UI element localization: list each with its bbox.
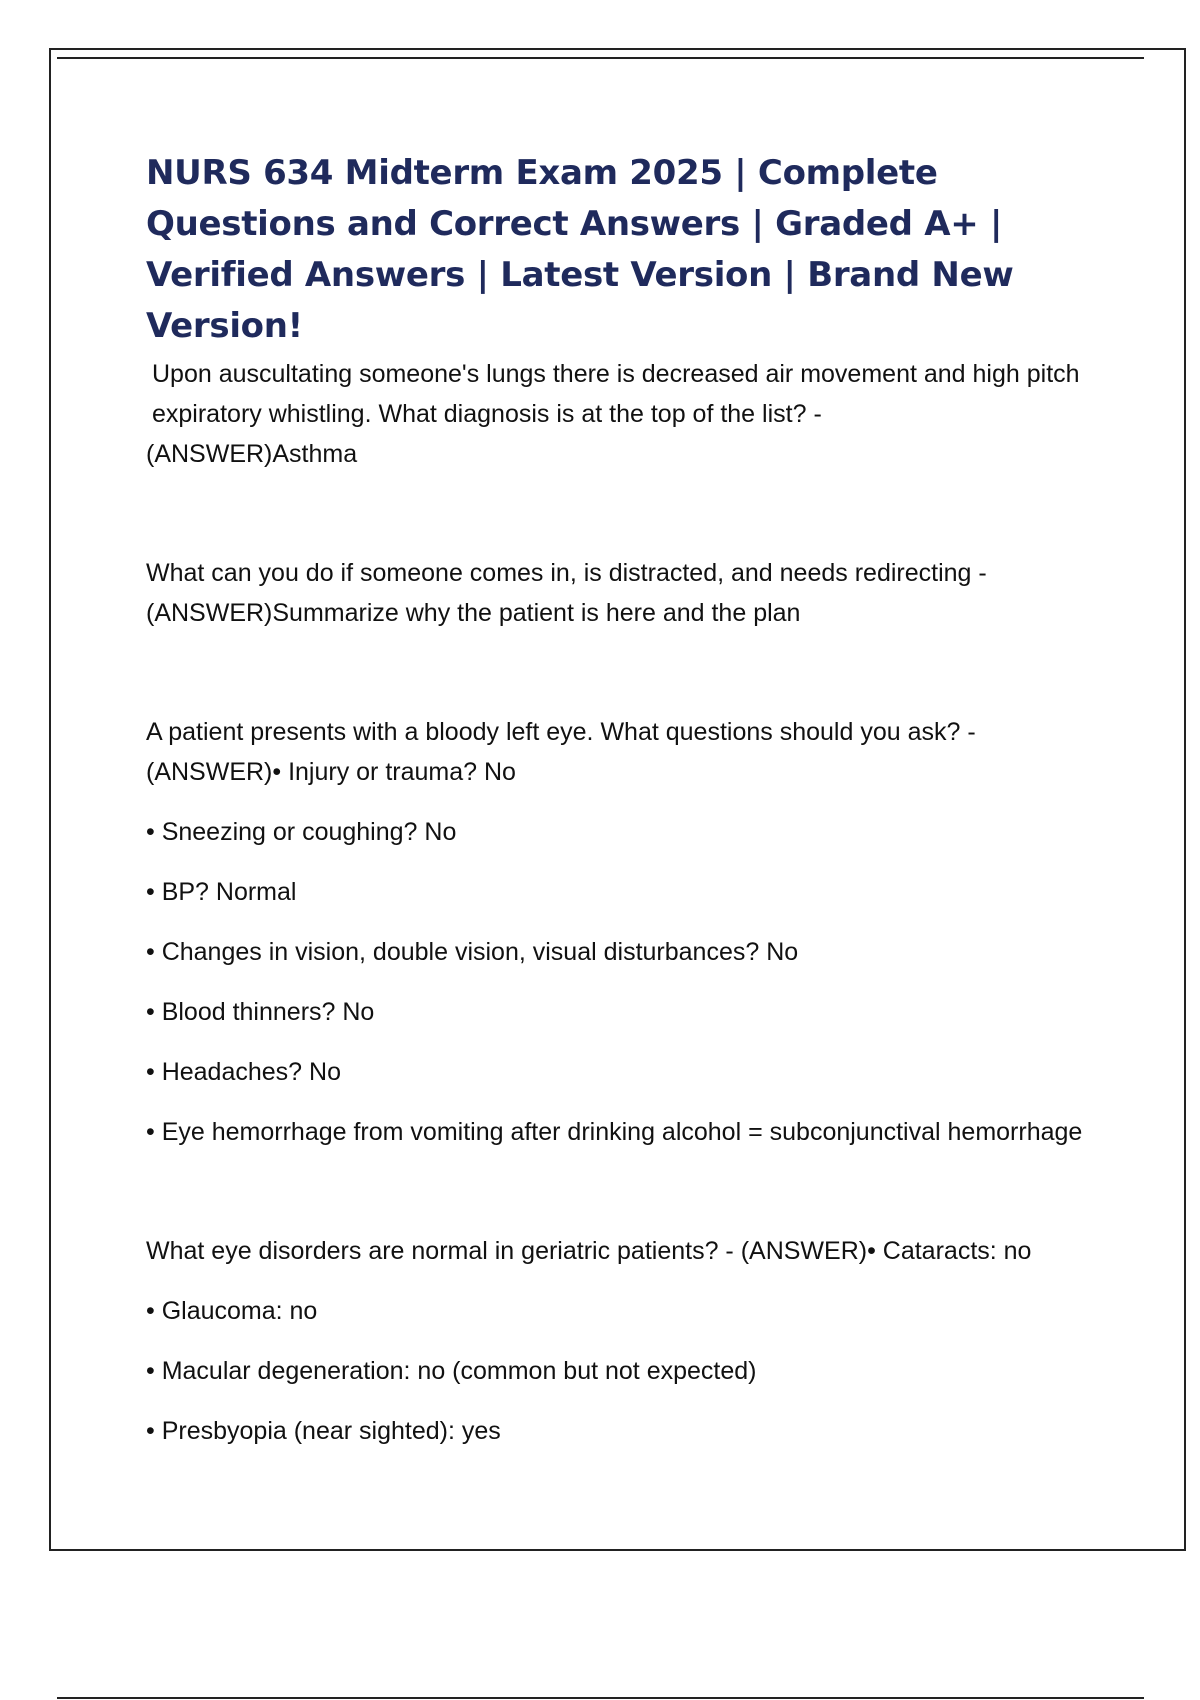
question-text: What can you do if someone comes in, is distracted, and needs redirecting - — [146, 559, 987, 587]
answer-bullet: • Presbyopia (near sighted): yes — [146, 1417, 501, 1445]
question-text: Upon auscultating someone's lungs there is decreased air movement and high pitch expiratory whistling. What diagnosis is at the top of the list? - — [152, 360, 1080, 428]
answer-text: (ANSWER)• Injury or trauma? No — [146, 758, 516, 786]
document-body — [146, 148, 1106, 1451]
bottom-rule — [57, 1697, 1144, 1699]
answer-bullet: • Changes in vision, double vision, visual disturbances? No — [146, 938, 799, 966]
answer-bullet: • Headaches? No — [146, 1058, 341, 1086]
answer-bullet: • Eye hemorrhage from vomiting after drinking alcohol = subconjunctival hemorrhage — [146, 1118, 1083, 1146]
qa-item-2 — [146, 553, 1106, 633]
question-text: What eye disorders are normal in geriatric patients? - (ANSWER)• Cataracts: no — [146, 1237, 1032, 1265]
qa-item-1 — [146, 354, 1106, 474]
question-text: A patient presents with a bloody left eye. What questions should you ask? - — [146, 718, 976, 746]
answer-bullet: • Macular degeneration: no (common but not expected) — [146, 1357, 757, 1385]
qa-item-3 — [146, 712, 1106, 792]
answer-bullet: • BP? Normal — [146, 878, 297, 906]
answer-bullet: • Sneezing or coughing? No — [146, 818, 457, 846]
answer-text: (ANSWER)Summarize why the patient is here and the plan — [146, 599, 801, 627]
answer-bullet: • Glaucoma: no — [146, 1297, 318, 1325]
document-title: NURS 634 Midterm Exam 2025 | Complete Questions and Correct Answers | Graded A+ | Verified Answers | Latest Version | Brand New Version! — [146, 153, 1014, 346]
qa-item-4 — [146, 1231, 1106, 1271]
answer-bullet: • Blood thinners? No — [146, 998, 375, 1026]
top-rule — [57, 57, 1144, 59]
answer-text: (ANSWER)Asthma — [146, 440, 358, 468]
